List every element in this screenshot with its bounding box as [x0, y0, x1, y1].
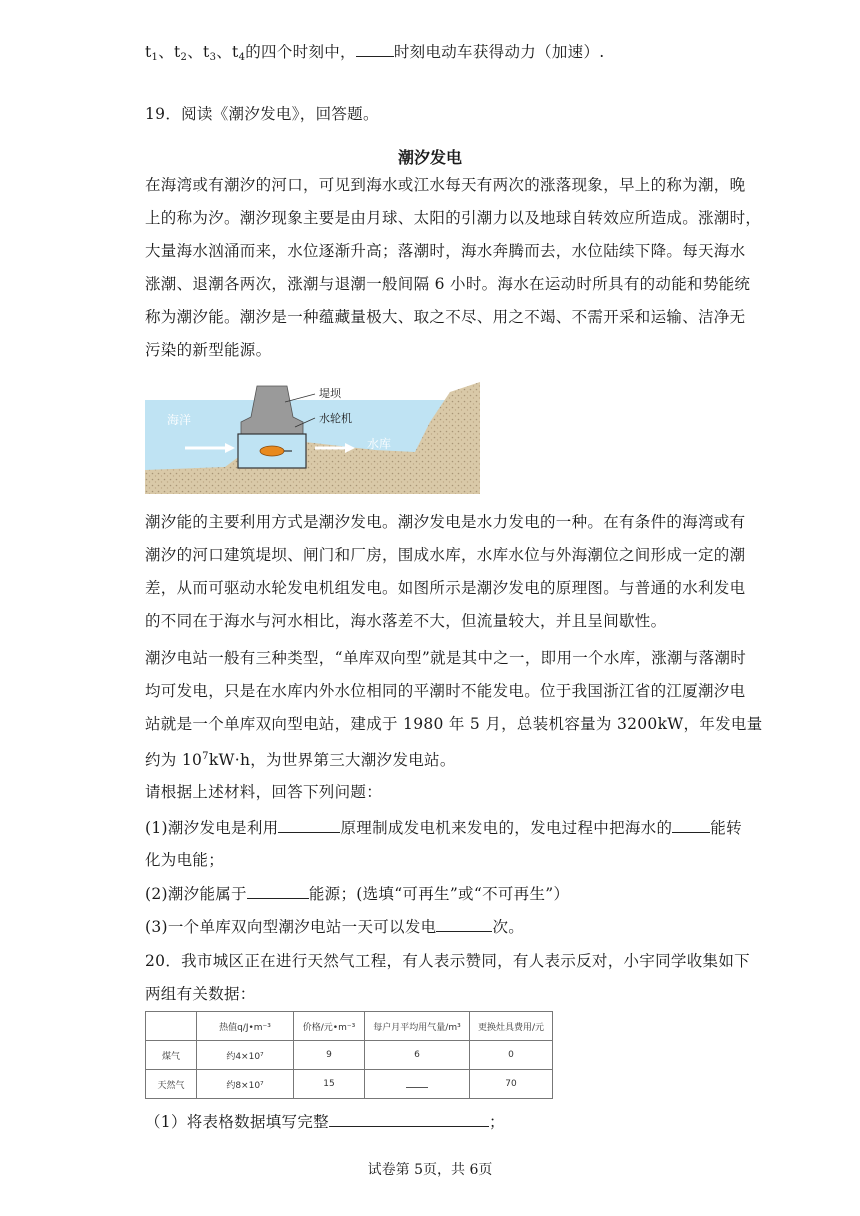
- table-blank-cell[interactable]: [365, 1070, 470, 1099]
- table-cell: 15: [294, 1070, 365, 1099]
- label-ocean: 海洋: [167, 413, 192, 427]
- paragraph-line: 均可发电，只是在水库内外水位相同的平潮时不能发电。位于我国浙江省的江厦潮汐电: [145, 682, 746, 700]
- answer-blank[interactable]: [247, 883, 309, 899]
- paragraph-line: 大量海水汹涌而来，水位逐渐升高；落潮时，海水奔腾而去，水位陆续下降。每天海水: [145, 242, 746, 260]
- article-title: 潮汐发电: [397, 148, 462, 167]
- paragraph-line: 上的称为汐。潮汐现象主要是由月球、太阳的引潮力以及地球自转效应所造成。涨潮时，: [145, 209, 762, 227]
- question-prompt: 请根据上述材料，回答下列问题：: [145, 783, 383, 801]
- q20-line: 两组有关数据：: [145, 985, 256, 1003]
- table-row: [146, 1041, 553, 1070]
- table-cell: 6: [365, 1041, 470, 1070]
- paragraph-line: 潮汐能的主要利用方式是潮汐发电。潮汐发电是水力发电的一种。在有条件的海湾或有: [145, 513, 746, 531]
- paragraph-line: 约为 $10^7kW\cdot h$，为世界第三大潮汐发电站。: [145, 751, 456, 769]
- page-footer: 试卷第 5页，共 6页: [367, 1162, 493, 1178]
- turbine: [260, 446, 284, 456]
- sub-question-3: (3)一个单库双向型潮汐电站一天可以发电 次。: [145, 918, 525, 936]
- answer-blank[interactable]: [436, 916, 492, 932]
- paragraph-line: 称为潮汐能。潮汐是一种蕴藏量极大、取之不尽、用之不竭、不需开采和运输、洁净无: [145, 308, 746, 326]
- label-turbine: 水轮机: [319, 412, 352, 425]
- paragraph-line: 涨潮、退潮各两次，涨潮与退潮一般间隔 6 小时。海水在运动时所具有的动能和势能统: [145, 275, 751, 293]
- table-cell: 9: [294, 1041, 365, 1070]
- paragraph-line: 站就是一个单库双向型电站，建成于 1980 年 5 月，总装机容量为 3200kW，年发电量: [145, 715, 763, 733]
- table-cell: 70: [470, 1070, 553, 1099]
- table-cell: 煤气: [146, 1041, 197, 1070]
- paragraph-line: 污染的新型能源。: [145, 341, 272, 359]
- paragraph-line: 潮汐电站一般有三种类型，“单库双向型”就是其中之一，即用一个水库，涨潮与落潮时: [145, 649, 747, 667]
- table-cell: 每户月平均用气量/m³: [365, 1012, 470, 1041]
- table-header-row: [146, 1012, 553, 1041]
- answer-blank[interactable]: [672, 817, 710, 833]
- answer-blank[interactable]: [278, 817, 340, 833]
- q20-sub-question-1: （1）将表格数据填写完整 ；: [145, 1113, 505, 1131]
- table-cell: 热值q/J•m⁻³: [197, 1012, 294, 1041]
- label-reservoir: 水库: [367, 437, 392, 451]
- paragraph-line: 在海湾或有潮汐的河口，可见到海水或江水每天有两次的涨落现象，早上的称为潮，晚: [145, 176, 746, 194]
- table-cell: 约8×10⁷: [197, 1070, 294, 1099]
- tidal-power-diagram: [145, 382, 480, 494]
- table-row: [146, 1070, 553, 1099]
- q19-heading: 19．阅读《潮汐发电》，回答题。: [145, 105, 379, 123]
- sub-question-1-cont: 化为电能；: [145, 851, 225, 869]
- label-dam: 堤坝: [319, 387, 341, 400]
- table-cell: 约4×10⁷: [197, 1041, 294, 1070]
- sub-question-2: (2)潮汐能属于 能源；(选填“可再生”或“不可再生”）: [145, 885, 570, 903]
- answer-blank[interactable]: [356, 41, 394, 57]
- table-cell: [146, 1012, 197, 1041]
- data-table: [145, 1011, 553, 1099]
- paragraph-line: 差，从而可驱动水轮发电机组发电。如图所示是潮汐发电的原理图。与普通的水利发电: [145, 579, 746, 597]
- q18-tail-line: $t_1$、$t_2$、$t_3$、$t_4$的四个时刻中， 时刻电动车获得动力（加速）.: [145, 43, 605, 63]
- q20-line: 20．我市城区正在进行天然气工程，有人表示赞同，有人表示反对，小宇同学收集如下: [145, 952, 750, 970]
- paragraph-line: 的不同在于海水与河水相比，海水落差不大，但流量较大，并且呈间歇性。: [145, 612, 667, 630]
- table-cell: 更换灶具费用/元: [470, 1012, 553, 1041]
- table-cell: 0: [470, 1041, 553, 1070]
- paragraph-line: 潮汐的河口建筑堤坝、闸门和厂房，围成水库，水库水位与外海潮位之间形成一定的潮: [145, 546, 746, 564]
- table-cell: 价格/元•m⁻³: [294, 1012, 365, 1041]
- table-cell: 天然气: [146, 1070, 197, 1099]
- answer-blank[interactable]: [329, 1111, 489, 1127]
- sub-question-1: (1)潮汐发电是利用 原理制成发电机来发电的，发电过程中把海水的 能转: [145, 819, 742, 837]
